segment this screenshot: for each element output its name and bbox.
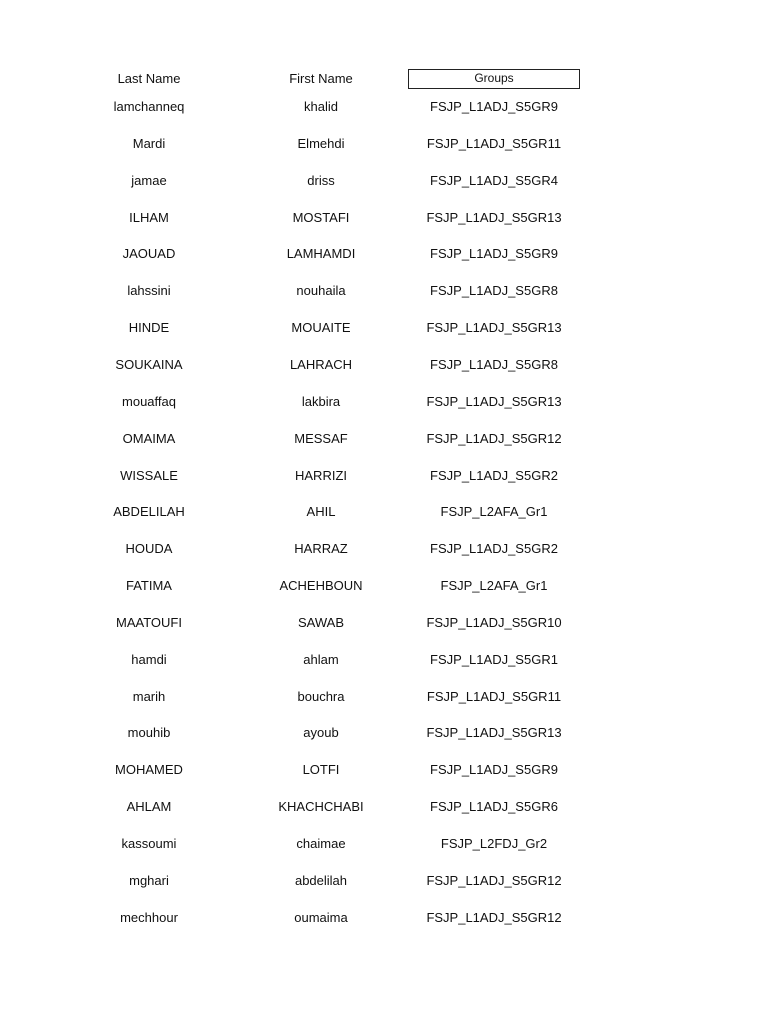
cell-group: FSJP_L1ADJ_S5GR12 bbox=[426, 431, 562, 446]
cell-last-name: kassoumi bbox=[121, 836, 177, 851]
cell-group: FSJP_L2FDJ_Gr2 bbox=[440, 836, 548, 851]
cell-last-name: Mardi bbox=[132, 136, 166, 151]
cell-group: FSJP_L1ADJ_S5GR11 bbox=[426, 136, 562, 151]
cell-last-name: lamchanneq bbox=[113, 99, 185, 114]
table-row bbox=[0, 431, 768, 447]
cell-first-name: MOSTAFI bbox=[292, 210, 350, 225]
cell-first-name: MESSAF bbox=[294, 431, 348, 446]
table-row bbox=[0, 762, 768, 778]
cell-group: FSJP_L1ADJ_S5GR13 bbox=[426, 394, 562, 409]
cell-group: FSJP_L1ADJ_S5GR13 bbox=[426, 210, 562, 225]
cell-last-name: HOUDA bbox=[125, 541, 173, 556]
table-row bbox=[0, 910, 768, 926]
table-row bbox=[0, 246, 768, 262]
table-row bbox=[0, 541, 768, 557]
table-row bbox=[0, 320, 768, 336]
cell-group: FSJP_L1ADJ_S5GR11 bbox=[426, 689, 562, 704]
table-row bbox=[0, 873, 768, 889]
table-row bbox=[0, 283, 768, 299]
cell-first-name: LAMHAMDI bbox=[286, 246, 356, 261]
table-row bbox=[0, 578, 768, 594]
table-row bbox=[0, 725, 768, 741]
cell-last-name: WISSALE bbox=[120, 468, 178, 483]
cell-last-name: SOUKAINA bbox=[115, 357, 183, 372]
cell-first-name: ahlam bbox=[303, 652, 339, 667]
cell-group: FSJP_L1ADJ_S5GR2 bbox=[430, 541, 558, 556]
cell-first-name: AHIL bbox=[306, 504, 336, 519]
cell-group: FSJP_L1ADJ_S5GR6 bbox=[430, 799, 558, 814]
cell-first-name: Elmehdi bbox=[297, 136, 345, 151]
cell-group: FSJP_L1ADJ_S5GR12 bbox=[426, 910, 562, 925]
cell-group: FSJP_L1ADJ_S5GR8 bbox=[430, 283, 558, 298]
cell-last-name: HINDE bbox=[128, 320, 170, 335]
table-row bbox=[0, 173, 768, 189]
cell-first-name: KHACHCHABI bbox=[278, 799, 364, 814]
table-row bbox=[0, 99, 768, 115]
cell-first-name: ACHEHBOUN bbox=[279, 578, 363, 593]
cell-last-name: MAATOUFI bbox=[116, 615, 182, 630]
cell-group: FSJP_L1ADJ_S5GR1 bbox=[430, 652, 558, 667]
header-last-name: Last Name bbox=[117, 71, 181, 86]
cell-group: FSJP_L1ADJ_S5GR9 bbox=[430, 762, 558, 777]
table-row bbox=[0, 504, 768, 520]
cell-group: FSJP_L2AFA_Gr1 bbox=[440, 504, 548, 519]
cell-first-name: chaimae bbox=[296, 836, 346, 851]
cell-first-name: nouhaila bbox=[296, 283, 346, 298]
cell-last-name: JAOUAD bbox=[122, 246, 176, 261]
cell-last-name: mouaffaq bbox=[122, 394, 176, 409]
cell-group: FSJP_L1ADJ_S5GR9 bbox=[430, 99, 558, 114]
cell-group: FSJP_L1ADJ_S5GR12 bbox=[426, 873, 562, 888]
table-row bbox=[0, 652, 768, 668]
cell-last-name: ILHAM bbox=[129, 210, 169, 225]
cell-first-name: HARRAZ bbox=[294, 541, 348, 556]
cell-last-name: jamae bbox=[131, 173, 167, 188]
cell-first-name: oumaima bbox=[294, 910, 348, 925]
cell-last-name: OMAIMA bbox=[122, 431, 176, 446]
table-row bbox=[0, 136, 768, 152]
header-groups: Groups bbox=[408, 69, 580, 89]
cell-first-name: LOTFI bbox=[302, 762, 340, 777]
cell-last-name: marih bbox=[132, 689, 166, 704]
cell-first-name: abdelilah bbox=[294, 873, 348, 888]
cell-group: FSJP_L1ADJ_S5GR2 bbox=[430, 468, 558, 483]
table-row bbox=[0, 836, 768, 852]
cell-first-name: LAHRACH bbox=[289, 357, 353, 372]
cell-first-name: bouchra bbox=[297, 689, 345, 704]
cell-last-name: AHLAM bbox=[126, 799, 172, 814]
cell-group: FSJP_L2AFA_Gr1 bbox=[440, 578, 548, 593]
cell-first-name: lakbira bbox=[301, 394, 341, 409]
cell-group: FSJP_L1ADJ_S5GR9 bbox=[430, 246, 558, 261]
table-row bbox=[0, 357, 768, 373]
cell-group: FSJP_L1ADJ_S5GR10 bbox=[426, 615, 562, 630]
cell-group: FSJP_L1ADJ_S5GR13 bbox=[426, 725, 562, 740]
cell-first-name: SAWAB bbox=[298, 615, 344, 630]
cell-last-name: FATIMA bbox=[126, 578, 172, 593]
table-row bbox=[0, 468, 768, 484]
table-row bbox=[0, 689, 768, 705]
cell-last-name: hamdi bbox=[131, 652, 167, 667]
cell-last-name: MOHAMED bbox=[115, 762, 183, 777]
cell-group: FSJP_L1ADJ_S5GR13 bbox=[426, 320, 562, 335]
cell-first-name: khalid bbox=[304, 99, 338, 114]
cell-first-name: MOUAITE bbox=[291, 320, 351, 335]
table-row bbox=[0, 615, 768, 631]
cell-last-name: lahssini bbox=[127, 283, 171, 298]
cell-last-name: ABDELILAH bbox=[113, 504, 185, 519]
cell-last-name: mghari bbox=[129, 873, 169, 888]
cell-first-name: driss bbox=[307, 173, 335, 188]
cell-group: FSJP_L1ADJ_S5GR4 bbox=[430, 173, 558, 188]
cell-group: FSJP_L1ADJ_S5GR8 bbox=[430, 357, 558, 372]
cell-last-name: mechhour bbox=[120, 910, 178, 925]
table-row bbox=[0, 394, 768, 410]
cell-first-name: HARRIZI bbox=[295, 468, 347, 483]
header-first-name: First Name bbox=[289, 71, 353, 86]
table-row bbox=[0, 210, 768, 226]
cell-first-name: ayoub bbox=[303, 725, 339, 740]
table-row bbox=[0, 799, 768, 815]
cell-last-name: mouhib bbox=[127, 725, 171, 740]
